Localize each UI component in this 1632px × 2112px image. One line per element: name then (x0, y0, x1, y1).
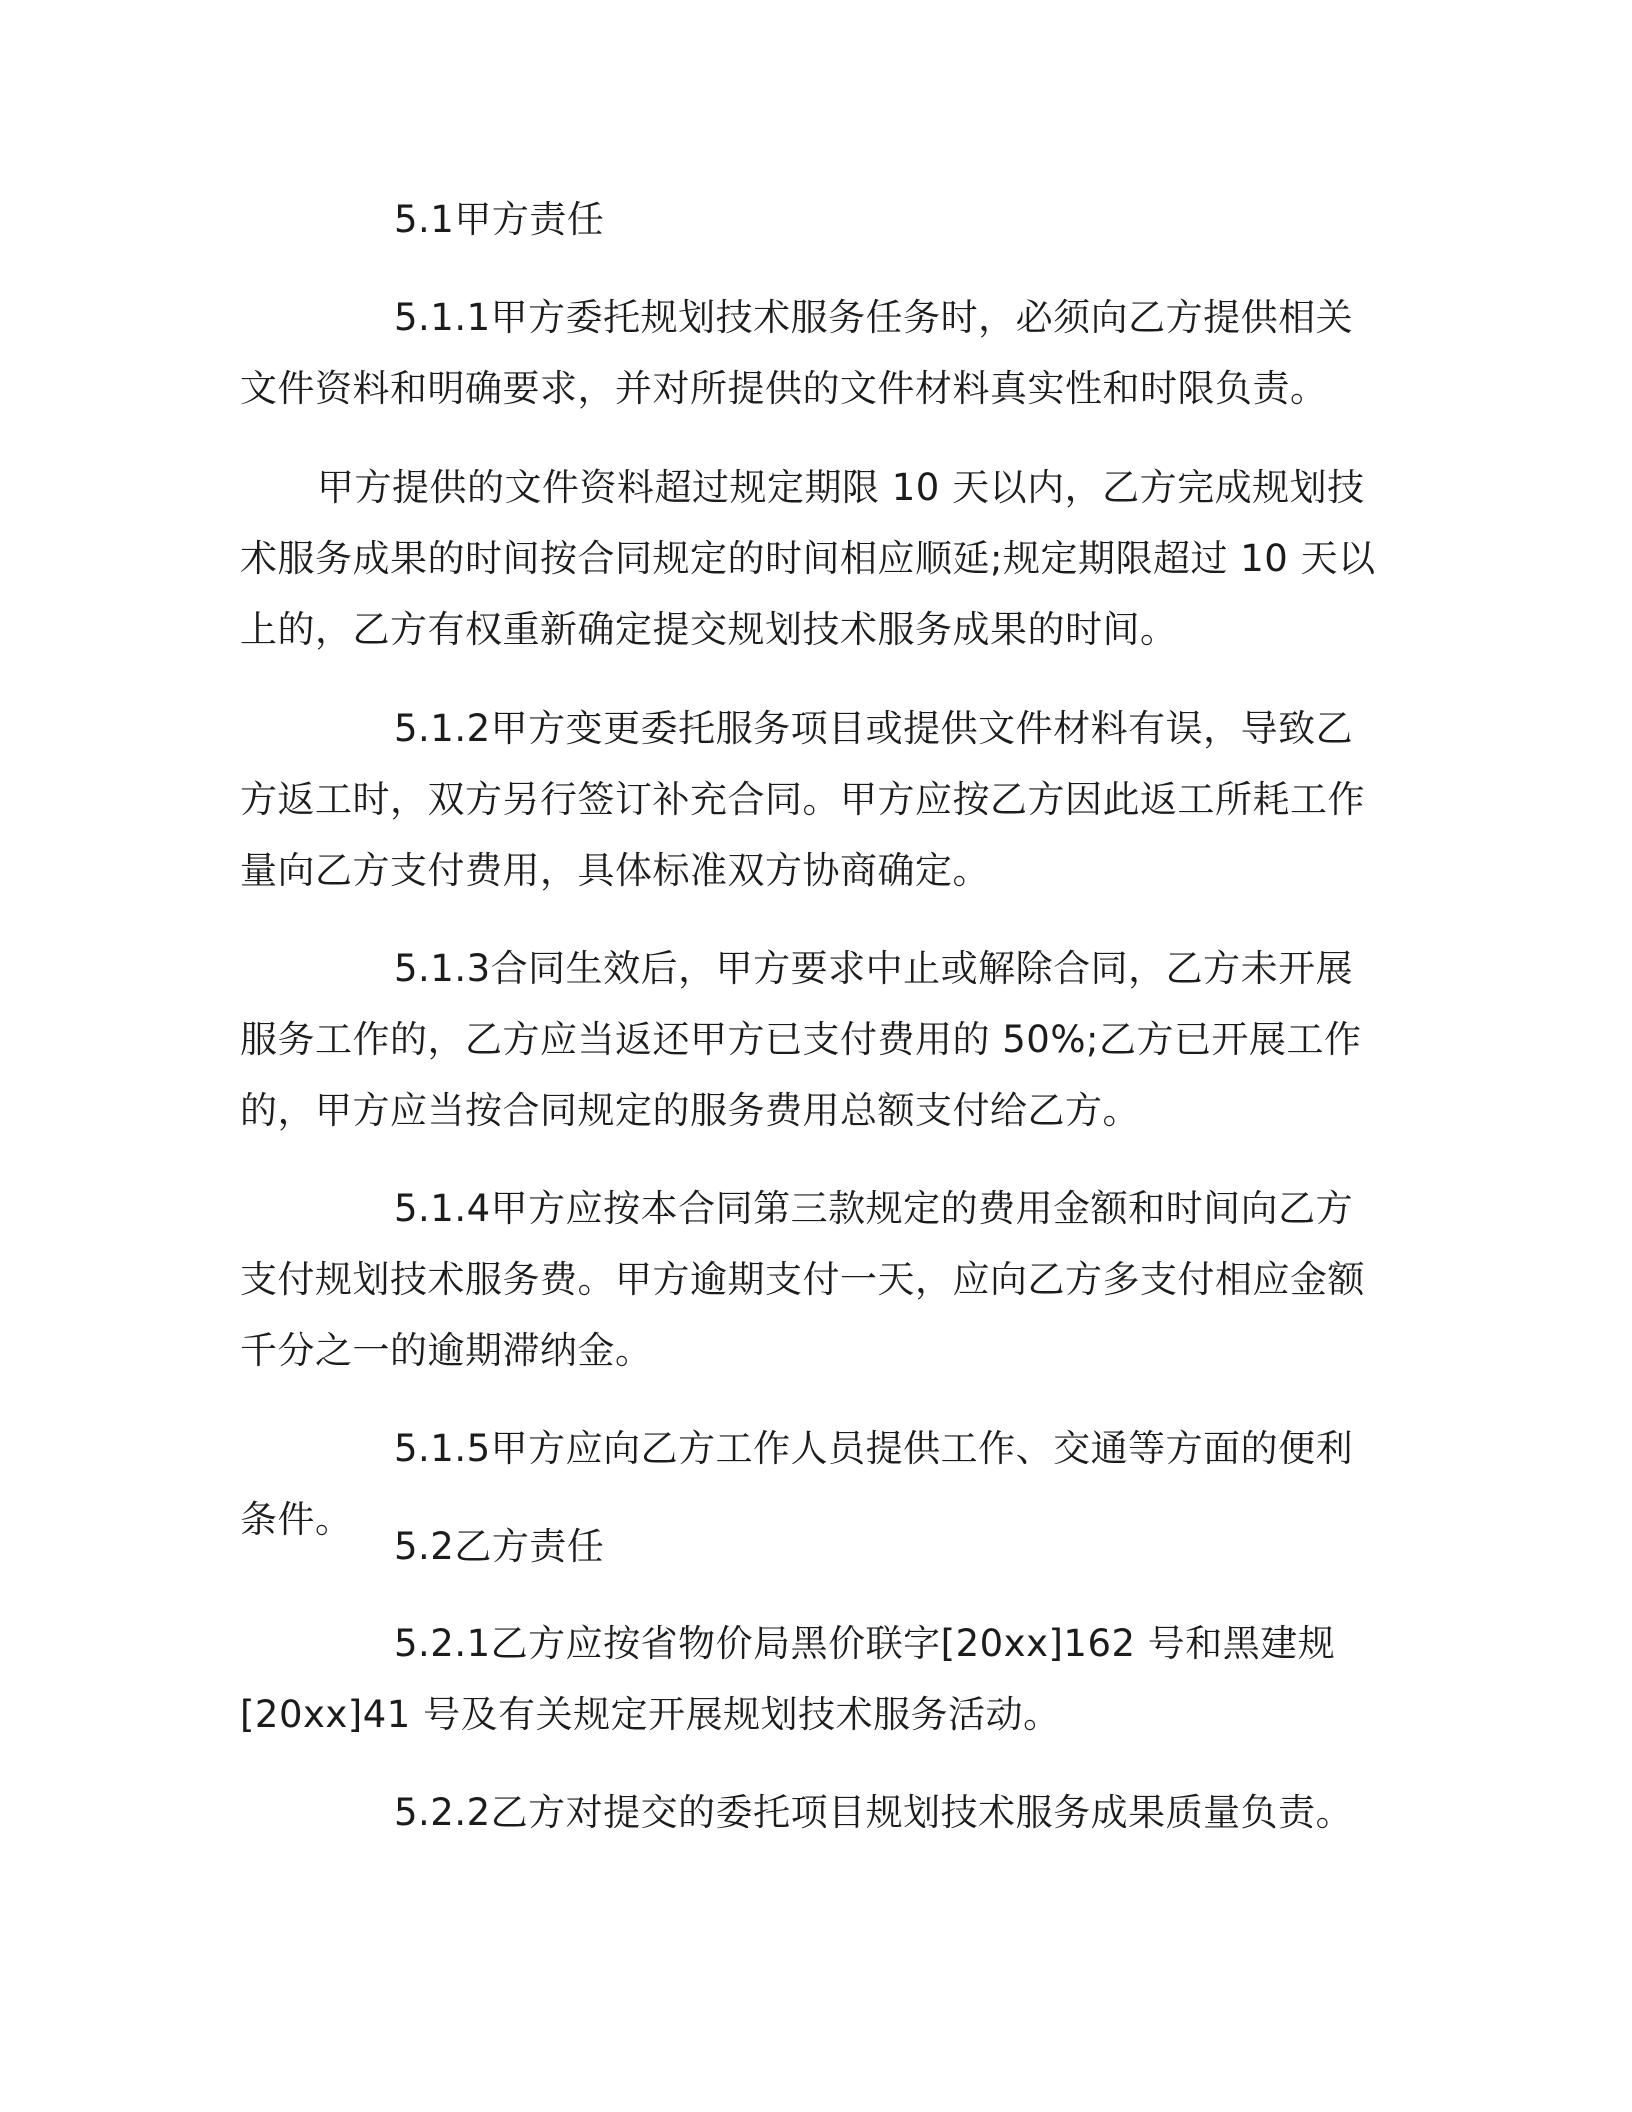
section-number: 5.2 (394, 1525, 455, 1568)
paragraph-5-2-2 (240, 1777, 1390, 1848)
section-number: 5.2.2 (394, 1791, 491, 1834)
section-text: 甲方委托规划技术服务任务时，必须向乙方提供相关文件资料和明确要求，并对所提供的文件材料真实性和时限负责。 (240, 296, 1354, 410)
paragraph-5-1-1 (240, 282, 1390, 424)
section-number: 5.1.1 (394, 296, 491, 339)
section-text: 合同生效后，甲方要求中止或解除合同，乙方未开展服务工作的，乙方应当返还甲方已支付费用的 50%;乙方已开展工作的，甲方应当按合同规定的服务费用总额支付给乙方。 (240, 947, 1362, 1132)
section-text: 甲方应向乙方工作人员提供工作、交通等方面的便利条件。 (240, 1427, 1354, 1541)
paragraph-5-1-3 (240, 933, 1390, 1146)
section-number: 5.1.2 (394, 707, 491, 750)
paragraph-5-1-2 (240, 693, 1390, 906)
section-text: 乙方责任 (454, 1525, 605, 1568)
paragraph-5-1-4 (240, 1173, 1390, 1386)
heading-5-1 (240, 184, 1390, 255)
section-text: 乙方对提交的委托项目规划技术服务成果质量负责。 (490, 1791, 1354, 1834)
paragraph-5-2-1 (240, 1608, 1390, 1750)
section-text: 甲方责任 (454, 198, 605, 241)
section-text: 甲方变更委托服务项目或提供文件材料有误，导致乙方返工时，双方另行签订补充合同。甲方应按乙方因此返工所耗工作量向乙方支付费用，具体标准双方协商确定。 (240, 707, 1365, 892)
section-text: 甲方提供的文件资料超过规定期限 10 天以内，乙方完成规划技术服务成果的时间按合同规定的时间相应顺延;规定期限超过 10 天以上的，乙方有权重新确定提交规划技术服务成果的时间。 (240, 466, 1376, 651)
heading-5-2 (240, 1511, 1390, 1582)
section-number: 5.2.1 (394, 1622, 491, 1665)
paragraph-5-1-1-continued (240, 452, 1390, 665)
section-text: 乙方应按省物价局黑价联字[20xx]162 号和黑建规[20xx]41 号及有关规定开展规划技术服务活动。 (240, 1622, 1336, 1736)
section-text: 甲方应按本合同第三款规定的费用金额和时间向乙方支付规划技术服务费。甲方逾期支付一天，应向乙方多支付相应金额千分之一的逾期滞纳金。 (240, 1187, 1365, 1372)
section-number: 5.1 (394, 198, 455, 241)
section-number: 5.1.3 (394, 947, 491, 990)
section-number: 5.1.5 (394, 1427, 491, 1470)
section-number: 5.1.4 (394, 1187, 491, 1230)
